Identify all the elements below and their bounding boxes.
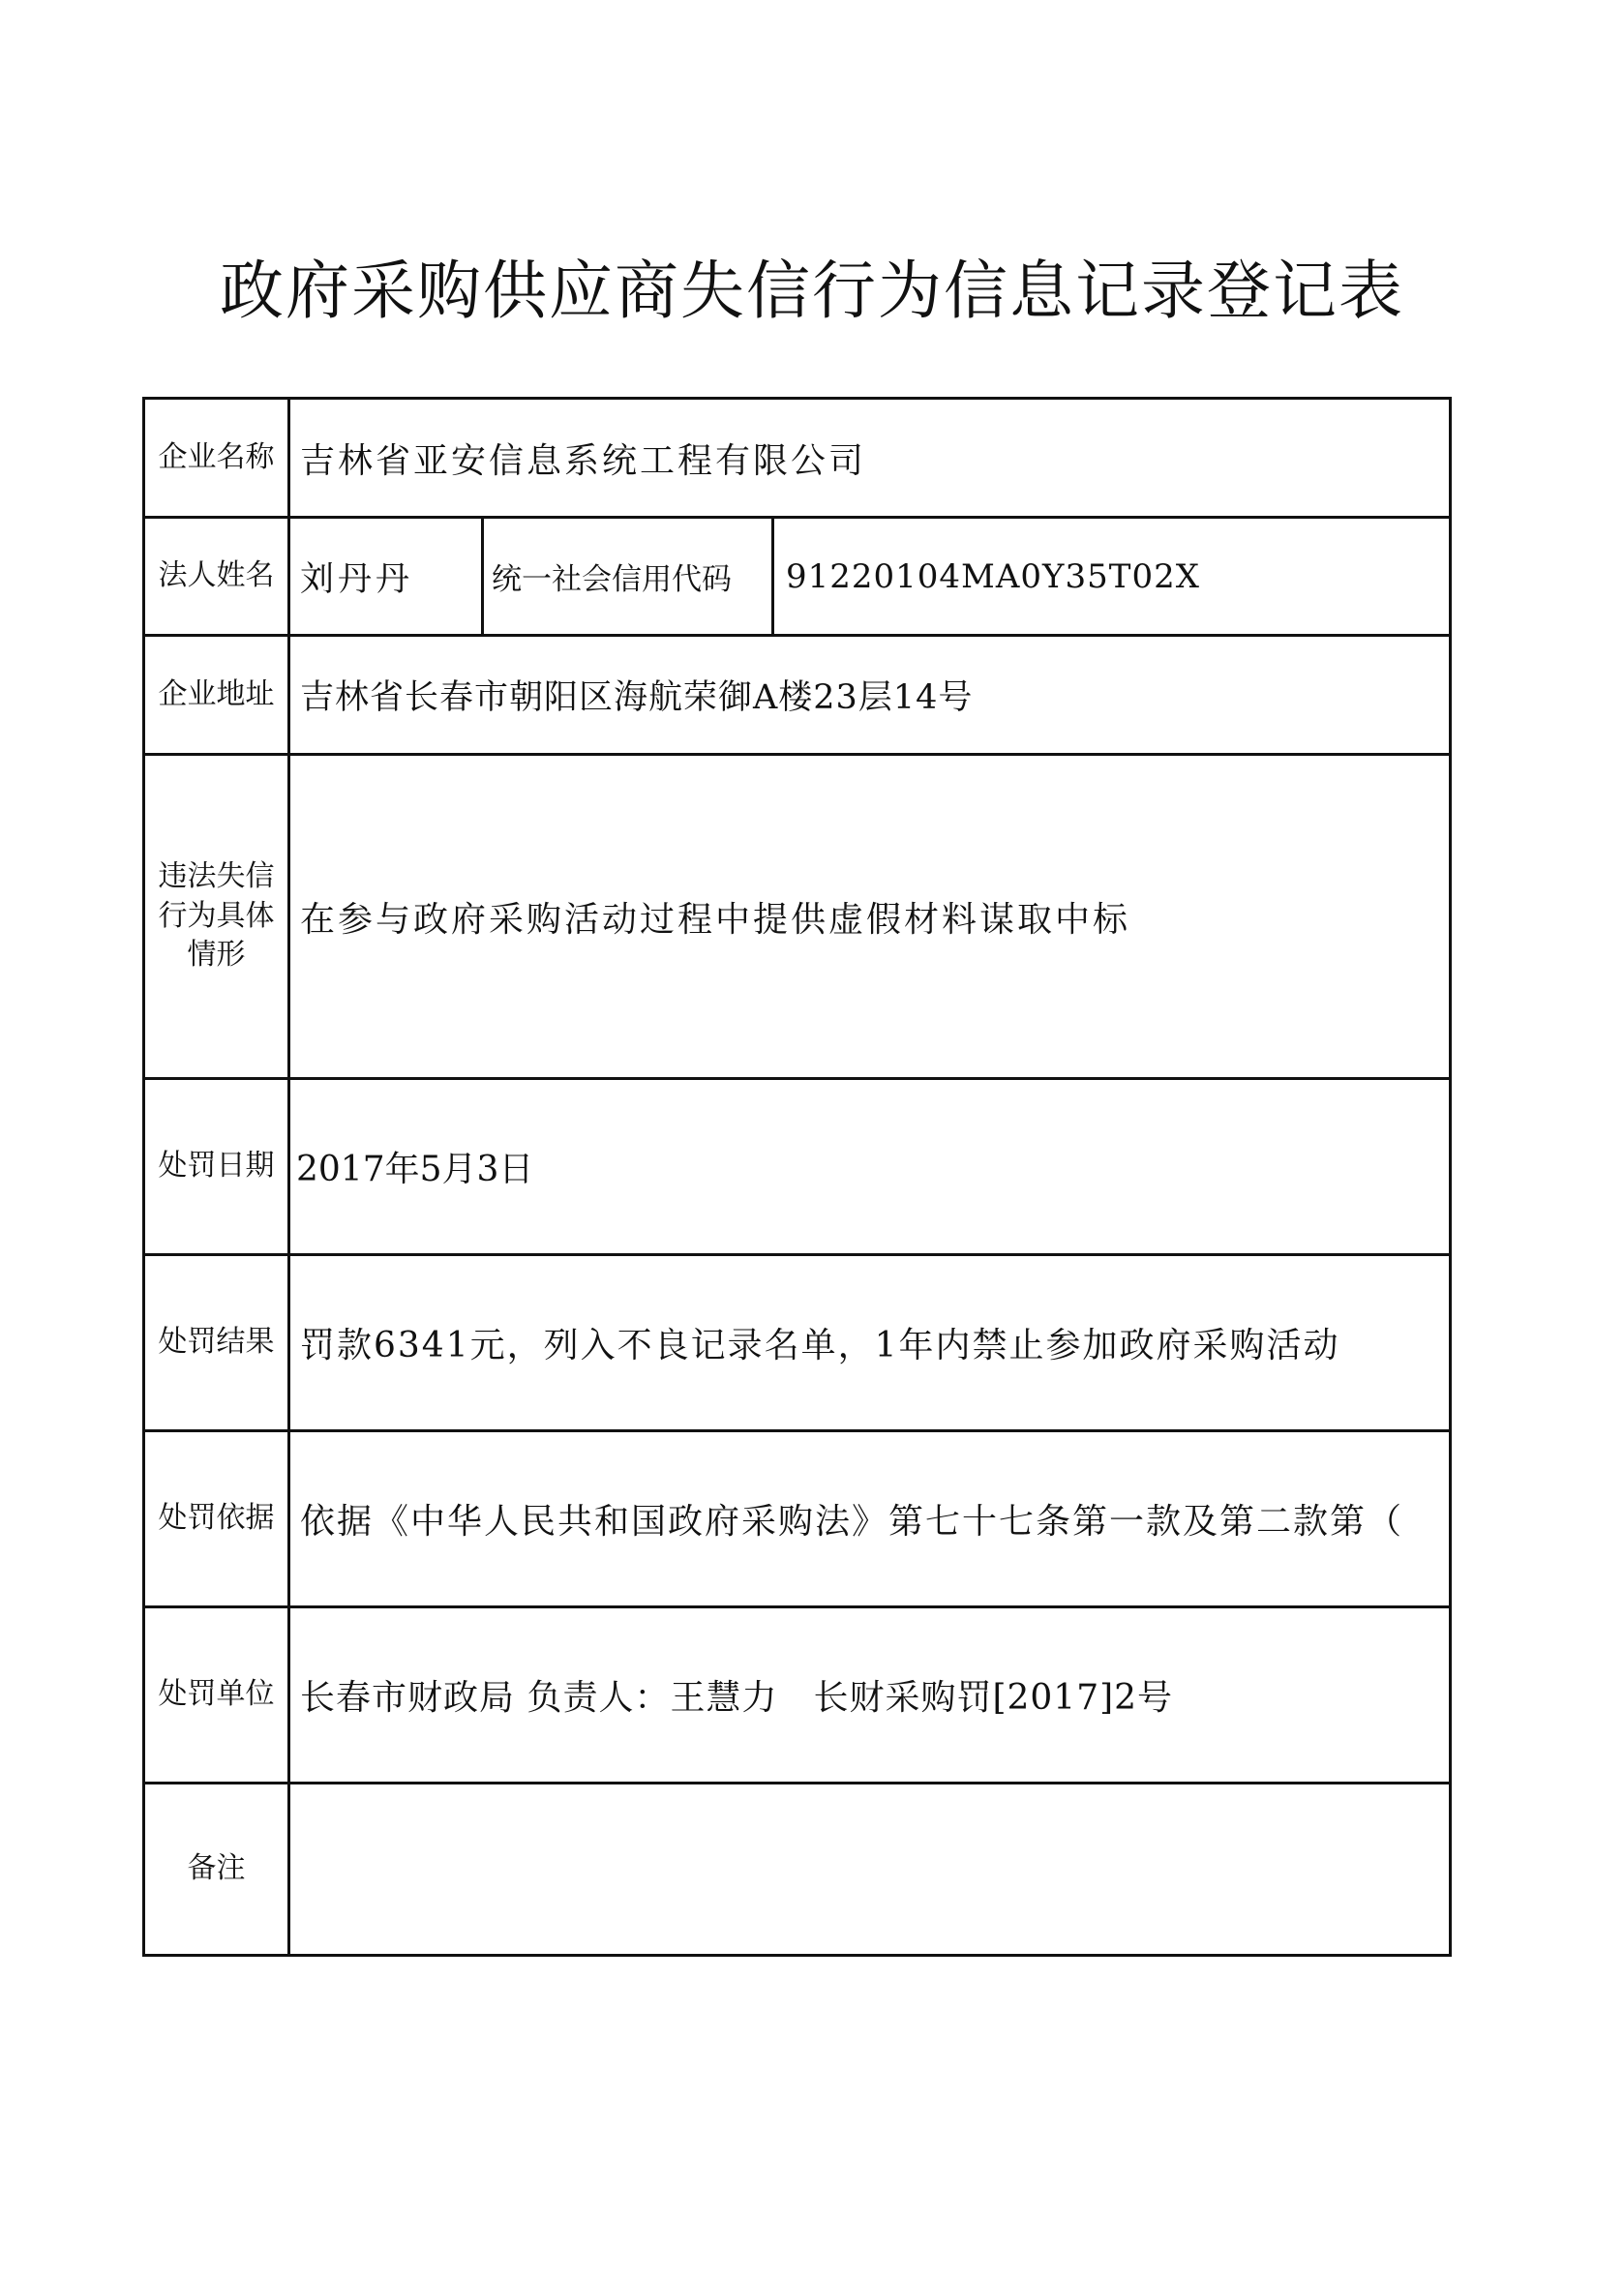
row-penalty-basis	[144, 1431, 1451, 1607]
penalty-result-value: 罚款6341元，列入不良记录名单，1年内禁止参加政府采购活动	[289, 1255, 1451, 1431]
row-penalty-result	[144, 1255, 1451, 1431]
violation-label-line-3: 情形	[187, 938, 246, 973]
penalty-basis-label: 处罚依据	[144, 1431, 289, 1607]
company-name-value: 吉林省亚安信息系统工程有限公司	[289, 399, 1451, 518]
penalty-basis-value	[289, 1431, 1451, 1607]
penalty-basis-text: 依据《中华人民共和国政府采购法》第七十七条第一款及第二款第（	[300, 1502, 1404, 1542]
penalty-unit-label: 处罚单位	[144, 1607, 289, 1784]
remarks-label: 备注	[144, 1784, 289, 1956]
form-title: 政府采购供应商失信行为信息记录登记表	[220, 254, 1404, 328]
legal-person-value: 刘丹丹	[289, 518, 483, 636]
violation-label-line-2: 行为具体	[158, 898, 275, 933]
violation-label	[144, 755, 289, 1079]
row-penalty-unit	[144, 1607, 1451, 1784]
penalty-date-value: 2017年5月3日	[289, 1079, 1451, 1255]
row-legal-person	[144, 518, 1451, 636]
penalty-result-label: 处罚结果	[144, 1255, 289, 1431]
legal-person-label: 法人姓名	[144, 518, 289, 636]
row-company-name	[144, 399, 1451, 518]
credit-code-value: 91220104MA0Y35T02X	[773, 518, 1451, 636]
penalty-unit-value: 长春市财政局 负责人：王慧力 长财采购罚[2017]2号	[289, 1607, 1451, 1784]
row-violation	[144, 755, 1451, 1079]
record-form-table	[142, 397, 1452, 1957]
credit-code-label: 统一社会信用代码	[483, 518, 773, 636]
company-name-label: 企业名称	[144, 399, 289, 518]
row-penalty-date	[144, 1079, 1451, 1255]
address-label: 企业地址	[144, 636, 289, 755]
violation-value: 在参与政府采购活动过程中提供虚假材料谋取中标	[289, 755, 1451, 1079]
penalty-date-label: 处罚日期	[144, 1079, 289, 1255]
remarks-value	[289, 1784, 1451, 1956]
row-address	[144, 636, 1451, 755]
row-remarks	[144, 1784, 1451, 1956]
address-value: 吉林省长春市朝阳区海航荣御A楼23层14号	[289, 636, 1451, 755]
violation-label-line-1: 违法失信	[158, 859, 275, 894]
